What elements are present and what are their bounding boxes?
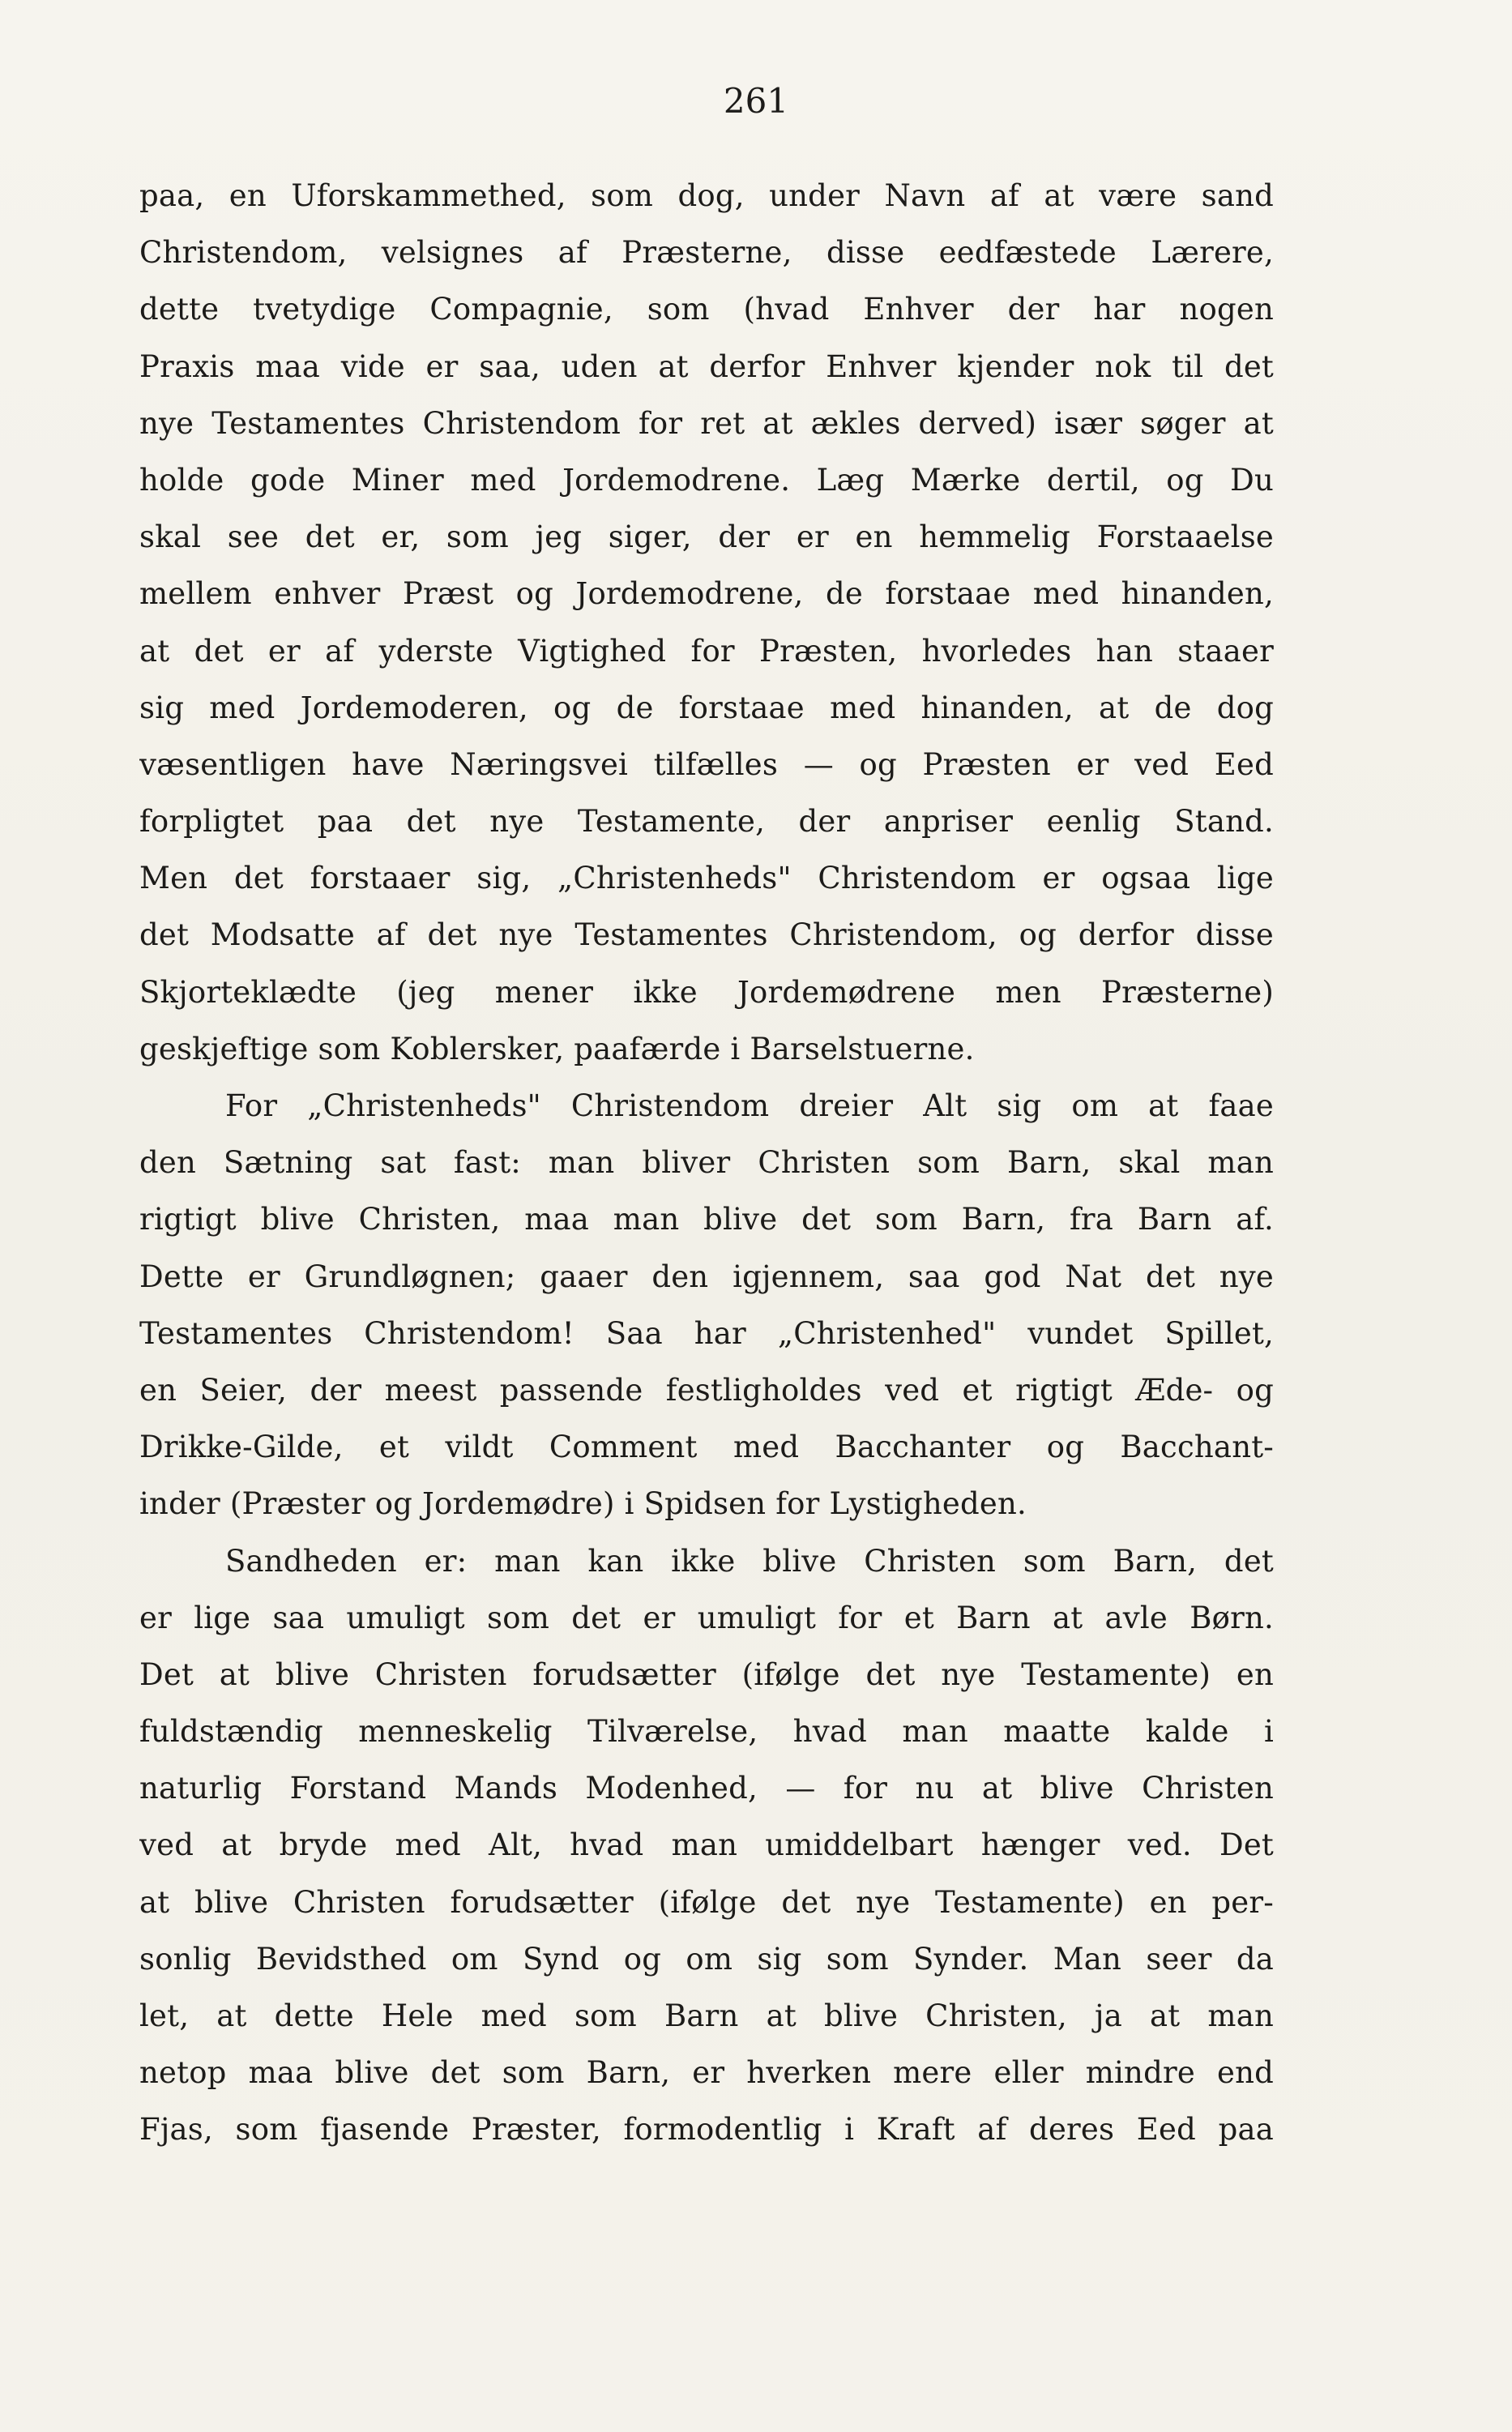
text-line: at blive Christen forudsætter (ifølge det nye Testamente) en per- bbox=[139, 1884, 1274, 1920]
text-line: den Sætning sat fast: man bliver Christen som Barn, skal man bbox=[139, 1145, 1274, 1181]
text-line: inder (Præster og Jordemødre) i Spidsen for Lystigheden. bbox=[139, 1486, 1027, 1522]
text-line: Drikke-Gilde, et vildt Comment med Bacchanter og Bacchant- bbox=[139, 1430, 1274, 1465]
text-line: er lige saa umuligt som det er umuligt for et Barn at avle Børn. bbox=[139, 1600, 1274, 1635]
text-line: mellem enhver Præst og Jordemodrene, de forstaae med hinanden, bbox=[139, 576, 1274, 612]
text-line: sig med Jordemoderen, og de forstaae med hinanden, at de dog bbox=[139, 690, 1274, 725]
text-line: naturlig Forstand Mands Modenhed, — for nu at blive Christen bbox=[139, 1771, 1274, 1806]
text-line: væsentligen have Næringsvei tilfælles — og Præsten er ved Eed bbox=[139, 746, 1274, 782]
text-line: paa, en Uforskammethed, som dog, under Navn af at være sand bbox=[139, 178, 1274, 213]
text-line: Fjas, som fjasende Præster, formodentlig i Kraft af deres Eed paa bbox=[139, 2112, 1274, 2148]
text-line: holde gode Miner med Jordemodrene. Læg Mærke dertil, og Du bbox=[139, 462, 1274, 498]
text-line: Skjorteklædte (jeg mener ikke Jordemødrene men Præsterne) bbox=[139, 974, 1274, 1010]
text-line: Sandheden er: man kan ikke blive Christen som Barn, det bbox=[225, 1543, 1274, 1579]
text-line: Testamentes Christendom! Saa har „Christenhed" vundet Spillet, bbox=[139, 1315, 1274, 1351]
text-line: en Seier, der meest passende festligholdes ved et rigtigt Æde- og bbox=[139, 1372, 1274, 1408]
text-line: rigtigt blive Christen, maa man blive det som Barn, fra Barn af. bbox=[139, 1202, 1274, 1237]
text-line: ved at bryde med Alt, hvad man umiddelbart hænger ved. Det bbox=[139, 1827, 1274, 1863]
text-line: Praxis maa vide er saa, uden at derfor Enhver kjender nok til det bbox=[139, 348, 1274, 384]
text-line: nye Testamentes Christendom for ret at ækles derved) især søger at bbox=[139, 405, 1274, 441]
text-line: skal see det er, som jeg siger, der er en hemmelig Forstaaelse bbox=[139, 519, 1274, 555]
text-line: Christendom, velsignes af Præsterne, disse eedfæstede Lærere, bbox=[139, 235, 1274, 271]
text-line: let, at dette Hele med som Barn at blive Christen, ja at man bbox=[139, 1998, 1274, 2033]
text-line: Det at blive Christen forudsætter (ifølge det nye Testamente) en bbox=[139, 1656, 1274, 1692]
text-line: geskjeftige som Koblersker, paafærde i Barselstuerne. bbox=[139, 1031, 975, 1066]
text-line: det Modsatte af det nye Testamentes Christendom, og derfor disse bbox=[139, 917, 1274, 953]
text-line: Dette er Grundløgnen; gaaer den igjennem, saa god Nat det nye bbox=[139, 1259, 1274, 1294]
text-line: netop maa blive det som Barn, er hverken mere eller mindre end bbox=[139, 2055, 1274, 2091]
text-line: at det er af yderste Vigtighed for Præsten, hvorledes han staaer bbox=[139, 633, 1274, 669]
body-text bbox=[139, 168, 1274, 2159]
page-number: 261 bbox=[723, 81, 789, 121]
text-line: Men det forstaaer sig, „Christenheds" Christendom er ogsaa lige bbox=[139, 861, 1274, 896]
text-line: For „Christenheds" Christendom dreier Alt sig om at faae bbox=[225, 1088, 1274, 1123]
text-line: sonlig Bevidsthed om Synd og om sig som Synder. Man seer da bbox=[139, 1941, 1274, 1977]
text-line: fuldstændig menneskelig Tilværelse, hvad man maatte kalde i bbox=[139, 1714, 1274, 1750]
text-line: dette tvetydige Compagnie, som (hvad Enhver der har nogen bbox=[139, 292, 1274, 327]
text-line: forpligtet paa det nye Testamente, der anpriser eenlig Stand. bbox=[139, 804, 1274, 840]
